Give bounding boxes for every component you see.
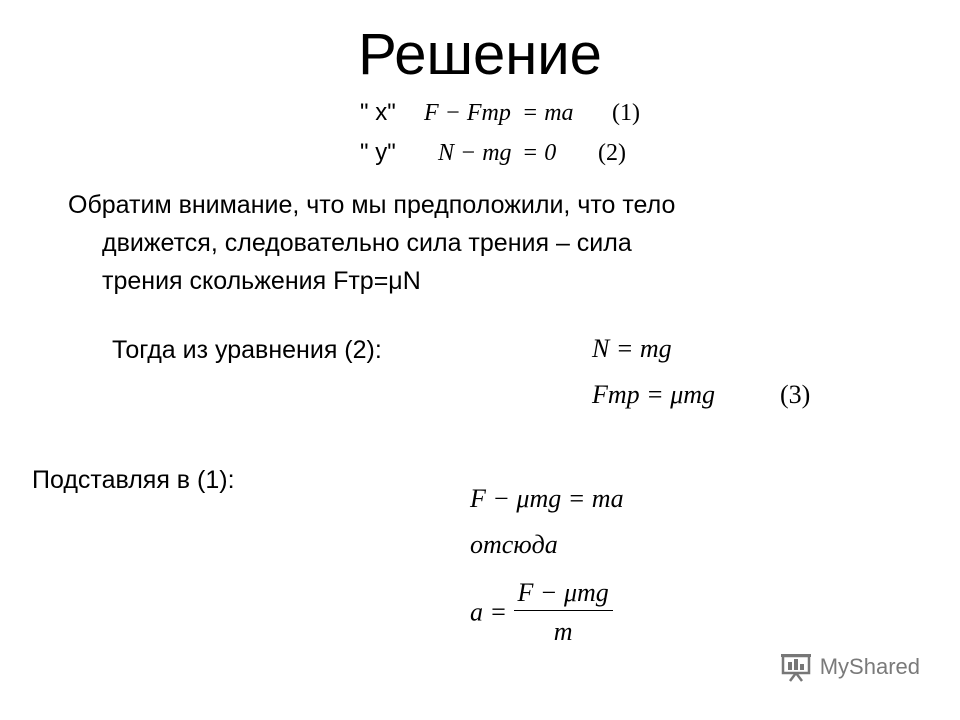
then-label: Тогда из уравнения (2): [112,336,382,364]
hence-word: отсюда [470,530,558,559]
normal-force-equation: N = mg [592,334,672,363]
fraction-denominator: m [553,617,573,646]
substituted-equation: F − μmg = ma [470,484,624,513]
acceleration-formula [470,578,613,647]
equation-y-rhs: = 0 [522,140,557,166]
watermark-text: MyShared [819,654,920,679]
acceleration-lhs: a = [470,597,508,627]
equation-number-3: (3) [780,380,811,409]
equation-number-1: (1) [612,100,640,126]
equation-number-2: (2) [598,140,626,166]
equation-x-rhs: = ma [522,100,574,126]
watermark-logo [780,652,920,682]
explanation-paragraph [68,186,888,300]
equation-y-lhs: N − mg [438,140,512,166]
acceleration-fraction [514,578,613,647]
paragraph-line-3: трения скольжения Fтр=μN [102,267,421,295]
axis-label-x: " x" [360,99,396,126]
equation-x-lhs: F − Fmp [424,100,511,126]
axis-label-y: " y" [360,139,396,166]
substitute-label: Подставляя в (1): [32,466,235,494]
paragraph-line-2: движется, следовательно сила трения – сила [102,229,632,257]
equation-y [360,138,396,168]
fraction-numerator: F − μmg [514,578,613,611]
friction-equation: Fmp = μmg [592,380,716,409]
slide-title: Решение [358,22,602,87]
presentation-board-icon [780,652,814,682]
paragraph-line-1: Обратим внимание, что мы предположили, что тело [68,191,676,219]
equation-x [360,98,396,128]
